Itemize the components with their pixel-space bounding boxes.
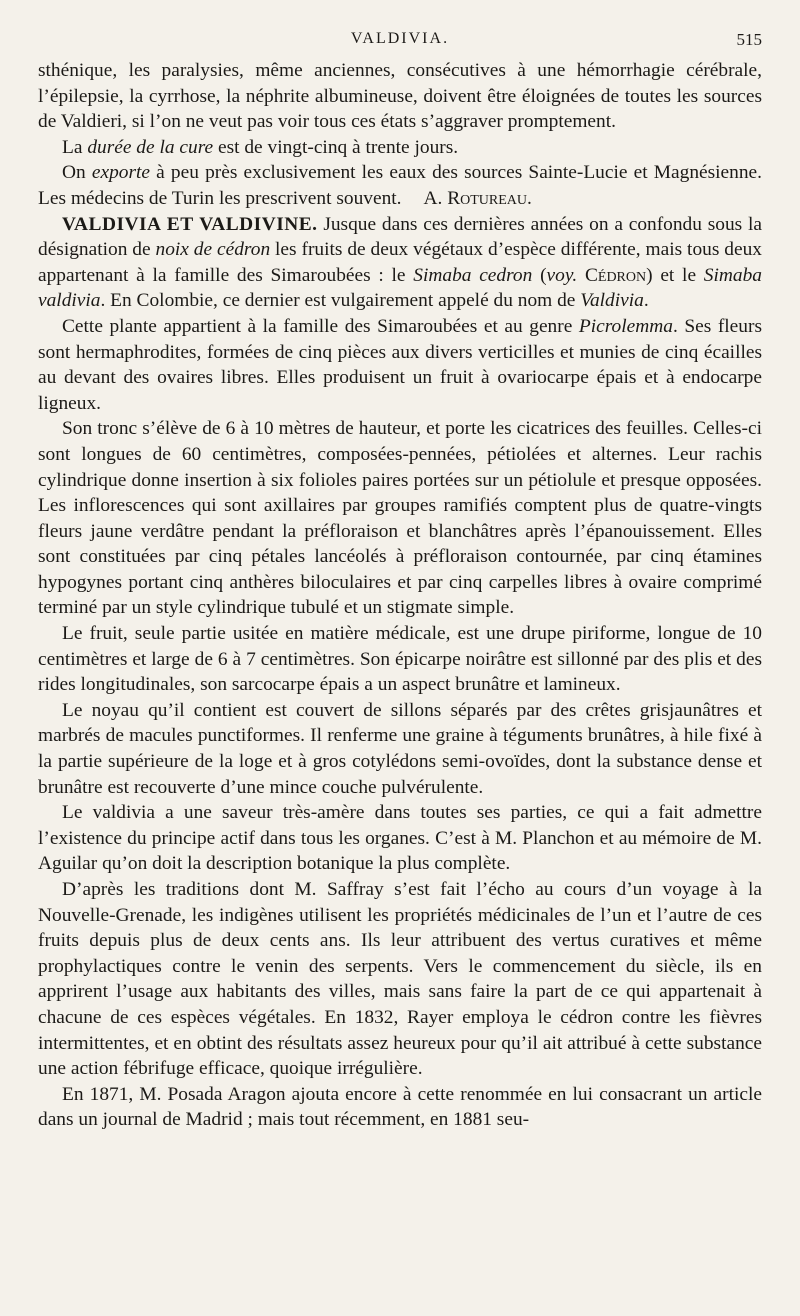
entry-heading: VALDIVIA ET VALDIVINE.: [62, 213, 318, 235]
paragraph-4: VALDIVIA ET VALDIVINE. Jusque dans ces dernières années on a confondu sous la désignation de noix de cédron les fruits de deux végétaux d’espèce différente, mais tous deux appartenant à la famille des Simaroubées : le Simaba cedron (voy. Cédron) et le Simaba valdivia. En Colombie, ce dernier est vulgairement appelé du nom de Valdivia.: [38, 213, 762, 312]
author-signature: A. Rotureau.: [423, 187, 532, 209]
paragraph-3: On exporte à peu près exclusivement les eaux des sources Sainte-Lucie et Magnésienne. Les médecins de Turin les prescrivent souvent. A. Rotureau.: [38, 162, 763, 209]
paragraph-7: Le fruit, seule partie usitée en matière médicale, est une drupe piriforme, longue de 10 centimètres et large de 6 à 7 centimètres. Son épicarpe noirâtre est sillonné par des plis et des rides longitudinales, son sarcocarpe épais a un aspect brunâtre et lamineux.: [38, 623, 762, 696]
running-title: VALDIVIA.: [350, 30, 450, 47]
paragraph-8: Le noyau qu’il contient est couvert de sillons séparés par des crêtes grisjaunâtres et marbrés de macules punctiformes. Il renferme une graine à téguments brunâtres, à hile fixé à la partie supérieure de la loge et à gros cotylédons semi-ovoïdes, dont la substance dense et brunâtre est recouverte d’une mince couche pulvérulente.: [38, 699, 762, 798]
paragraph-10: D’après les traditions dont M. Saffray s’est fait l’écho au cours d’un voyage à la Nouvelle-Grenade, les indigènes utilisent les propriétés médicinales de l’un et l’autre de ces fruits depuis plus de deux cents ans. Ils leur attribuent des vertus curatives et même prophylactiques contre le venin des serpents. Vers le commencement du siècle, ils en apprirent l’usage aux habitants des villes, mais sans faire la part de ce qui appartenait à chacune de ces espèces végétales. En 1832, Rayer employa le cédron contre les fièvres intermittentes, et en obtint des résultats assez heureux pour qu’il ait attribué à cette substance une action fébrifuge efficace, quoique irrégulière.: [38, 879, 762, 1080]
paragraph-5: Cette plante appartient à la famille des Simaroubées et au genre Picrolemma. Ses fleurs sont hermaphrodites, formées de cinq pièces aux divers verticilles et munies de cinq écailles au devant des ovaires libres. Elles produisent un fruit à ovariocarpe épais et à endocarpe ligneux.: [38, 315, 762, 414]
paragraph-11: En 1871, M. Posada Aragon ajouta encore à cette renommée en lui consacrant un article dans un journal de Madrid ; mais tout récemment, en 1881 seu-: [38, 1083, 762, 1131]
paragraph-6: Son tronc s’élève de 6 à 10 mètres de hauteur, et porte les cicatrices des feuilles. Celles-ci sont longues de 60 centimètres, composées-pennées, pétiolées et alternes. Leur rachis cylindrique donne insertion à six folioles paires portées sur un pétiolule et presque opposées. Les inflorescences qui sont axillaires par groupes ramifiés comptent plus de quatre-vingts fleurs jaune verdâtre pendant la préfloraison et blanchâtres après l’épanouissement. Elles sont constituées par cinq pétales lancéolés à préfloraison contournée, par cinq étamines hypogynes portant cinq anthères biloculaires et par cinq carpelles libres à ovaire comprimé terminé par un style cylindrique tubulé et un stigmate simple.: [38, 418, 762, 619]
paragraph-9: Le valdivia a une saveur très-amère dans toutes ses parties, ce qui a fait admettre l’existence du principe actif dans tous les organes. C’est à M. Planchon et au mémoire de M. Aguilar qu’on doit la description botanique la plus complète.: [38, 802, 762, 875]
page-number: 515: [736, 30, 762, 49]
paragraph-2: La durée de la cure est de vingt-cinq à trente jours.: [62, 136, 459, 158]
cross-reference: Cédron: [577, 264, 647, 286]
article-body: [38, 58, 762, 1133]
running-header: [38, 30, 762, 58]
paragraph-1: sthénique, les paralysies, même anciennes, consécutives à une hémorrhagie cérébrale, l’épilepsie, la cyrrhose, la néphrite albumineuse, doivent être éloignées de toutes les sources de Valdieri, si l’on ne veut pas voir tous ces états s’aggraver promptement.: [38, 60, 762, 133]
